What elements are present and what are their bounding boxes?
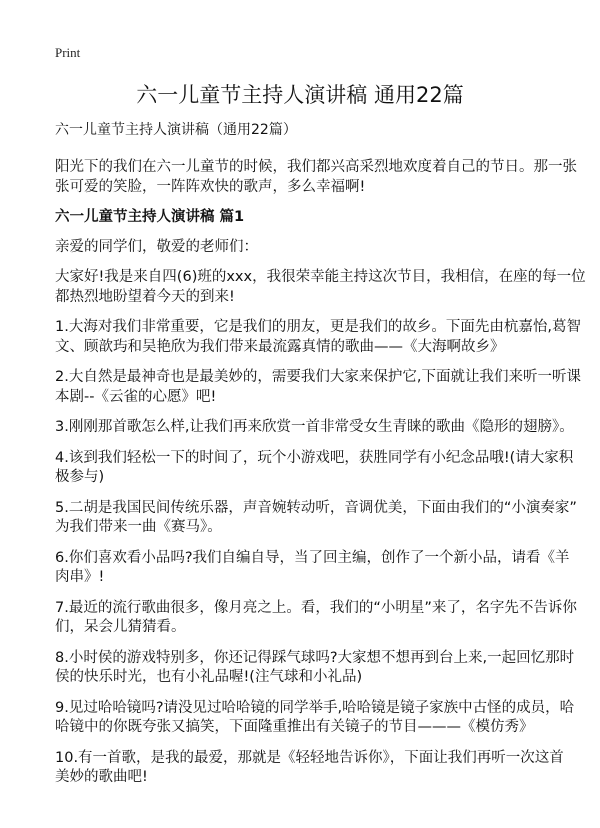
paragraph-line: 大家好!我是来自四(6)班的xxx，我很荣幸能主持这次节目，我相信，在座的每一位: [55, 269, 586, 285]
paragraph-line: 2.大自然是最神奇也是最美妙的，需要我们大家来保护它,下面就让我们来听一听课: [55, 369, 581, 385]
speech-paragraph: [55, 368, 581, 407]
paragraph-line: 美妙的歌曲吧!: [55, 769, 148, 785]
paragraph-line: 文、顾歆玙和吴艳欣为我们带来最流露真情的歌曲——《大海啊故乡》: [55, 338, 505, 355]
greeting-line: 亲爱的同学们，敬爱的老师们：: [55, 238, 258, 255]
intro-paragraph: [55, 158, 577, 197]
paragraph-line: 4.该到我们轻松一下的时间了，玩个小游戏吧，获胜同学有小纪念品哦!(请大家积: [55, 449, 574, 466]
document-subtitle: 六一儿童节主持人演讲稿（通用22篇）: [55, 122, 297, 138]
paragraph-line: 肉串》!: [55, 569, 105, 585]
speech-paragraph: [55, 268, 586, 307]
paragraph-line: 们，呆会儿猜猜看。: [55, 619, 186, 635]
speech-paragraph: [55, 318, 581, 357]
speech-paragraph: [55, 649, 575, 688]
greeting-paragraph: [55, 238, 555, 258]
speech-paragraph: [55, 499, 577, 538]
paragraph-line: 3.刚刚那首歌怎么样,让我们再来欣赏一首非常受女生青睐的歌曲《隐形的翅膀》。: [55, 419, 574, 435]
paragraph-line: 本剧--《云雀的心愿》吧!: [55, 388, 217, 405]
intro-line: 张可爱的笑脸，一阵阵欢快的歌声，多么幸福啊!: [55, 178, 366, 195]
speech-paragraph: [55, 449, 574, 488]
paragraph-line: 5.二胡是我国民间传统乐器，声音婉转动听，音调优美，下面由我们的“小演奏家”: [55, 499, 577, 516]
paragraph-line: 极参与): [55, 469, 105, 485]
paragraph-line: 都热烈地盼望着今天的到来!: [55, 288, 235, 305]
intro-line: 阳光下的我们在六一儿童节的时候，我们都兴高采烈地欢度着自己的节日。那一张: [55, 159, 577, 175]
paragraph-line: 6.你们喜欢看小品吗?我们自编自导，当了回主编，创作了一个新小品，请看《羊: [55, 549, 570, 566]
paragraph-line: 为我们带来一曲《赛马》。: [55, 519, 222, 535]
paragraph-line: 9.见过哈哈镜吗?请没见过哈哈镜的同学举手,哈哈镜是镜子家族中古怪的成员，哈: [55, 699, 575, 716]
paragraph-line: 侯的快乐时光，也有小礼品喔!(注气球和小礼品): [55, 669, 363, 685]
paragraph-line: 7.最近的流行歌曲很多，像月亮之上。看，我们的“小明星”来了，名字先不告诉你: [55, 599, 577, 616]
speech-paragraph: [55, 749, 564, 788]
speech-paragraph: [55, 549, 570, 588]
print-link[interactable]: Print: [55, 45, 81, 60]
section-heading: 六一儿童节主持人演讲稿 篇1: [55, 209, 245, 225]
paragraph-line: 哈镜中的你既夸张又搞笑，下面隆重推出有关镜子的节目———《模仿秀》: [55, 719, 534, 735]
paragraph-line: 1.大海对我们非常重要，它是我们的朋友，更是我们的故乡。下面先由杭嘉怡,葛智: [55, 319, 581, 335]
speech-paragraph: [55, 699, 575, 738]
speech-paragraph: [55, 599, 577, 638]
document-body: [55, 158, 586, 799]
speech-paragraph: [55, 418, 574, 438]
paragraph-line: 10.有一首歌，是我的最爱，那就是《轻轻地告诉你》，下面让我们再听一次这首: [55, 749, 564, 766]
paragraph-line: 8.小时侯的游戏特别多，你还记得踩气球吗?大家想不想再到台上来,一起回忆那时: [55, 649, 575, 666]
document-title: 六一儿童节主持人演讲稿 通用22篇: [136, 83, 464, 107]
